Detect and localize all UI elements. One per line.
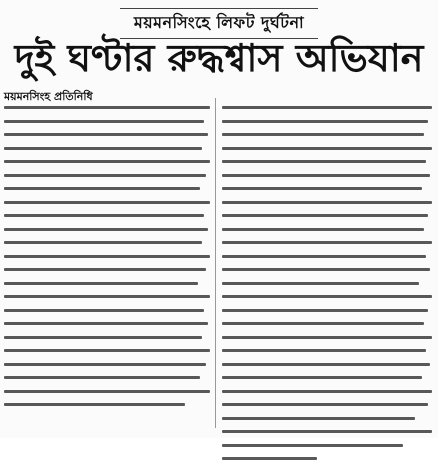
text-line [222,417,415,420]
text-line [4,376,200,379]
byline: ময়মনসিংহ প্রতিনিধি [4,90,93,103]
text-line [222,322,424,325]
text-line [222,255,426,258]
text-line [222,147,432,150]
text-line [4,241,202,244]
text-line [4,268,206,271]
text-line [222,228,424,231]
text-line [4,214,204,217]
text-line [4,349,210,352]
text-line [4,336,202,339]
text-line [4,282,198,285]
text-line [222,430,432,433]
text-line [4,363,206,366]
column-gutter [215,98,216,428]
text-line [4,106,210,109]
text-line [222,336,432,339]
text-line [4,174,206,177]
column-right [222,106,432,471]
text-line [222,282,419,285]
text-line [4,390,210,393]
kicker-wrap [0,8,438,39]
text-line [222,174,430,177]
text-line [222,241,432,244]
text-line [222,376,422,379]
text-line [222,403,428,406]
text-line [4,147,202,150]
text-line [4,403,185,406]
text-line [222,309,428,312]
text-line [222,133,424,136]
text-line [222,295,432,298]
text-line [4,160,210,163]
text-line [222,390,432,393]
text-line [4,133,208,136]
text-line [222,268,430,271]
text-line [222,187,422,190]
text-line [222,363,430,366]
headline: দুই ঘণ্টার রুদ্ধশ্বাস অভিযান [14,36,424,80]
kicker: ময়মনসিংহে লিফট দুর্ঘটনা [120,8,318,39]
text-line [222,349,426,352]
text-line [222,120,428,123]
text-line [222,457,317,460]
text-line [4,255,210,258]
text-line [4,309,204,312]
text-line [222,106,432,109]
text-line [222,160,426,163]
text-line [4,228,208,231]
column-left [4,106,210,417]
text-line [222,201,432,204]
text-line [4,295,210,298]
text-line [4,322,208,325]
text-line [222,214,428,217]
text-line [4,187,200,190]
text-line [222,444,403,447]
text-line [4,120,204,123]
text-line [4,201,210,204]
